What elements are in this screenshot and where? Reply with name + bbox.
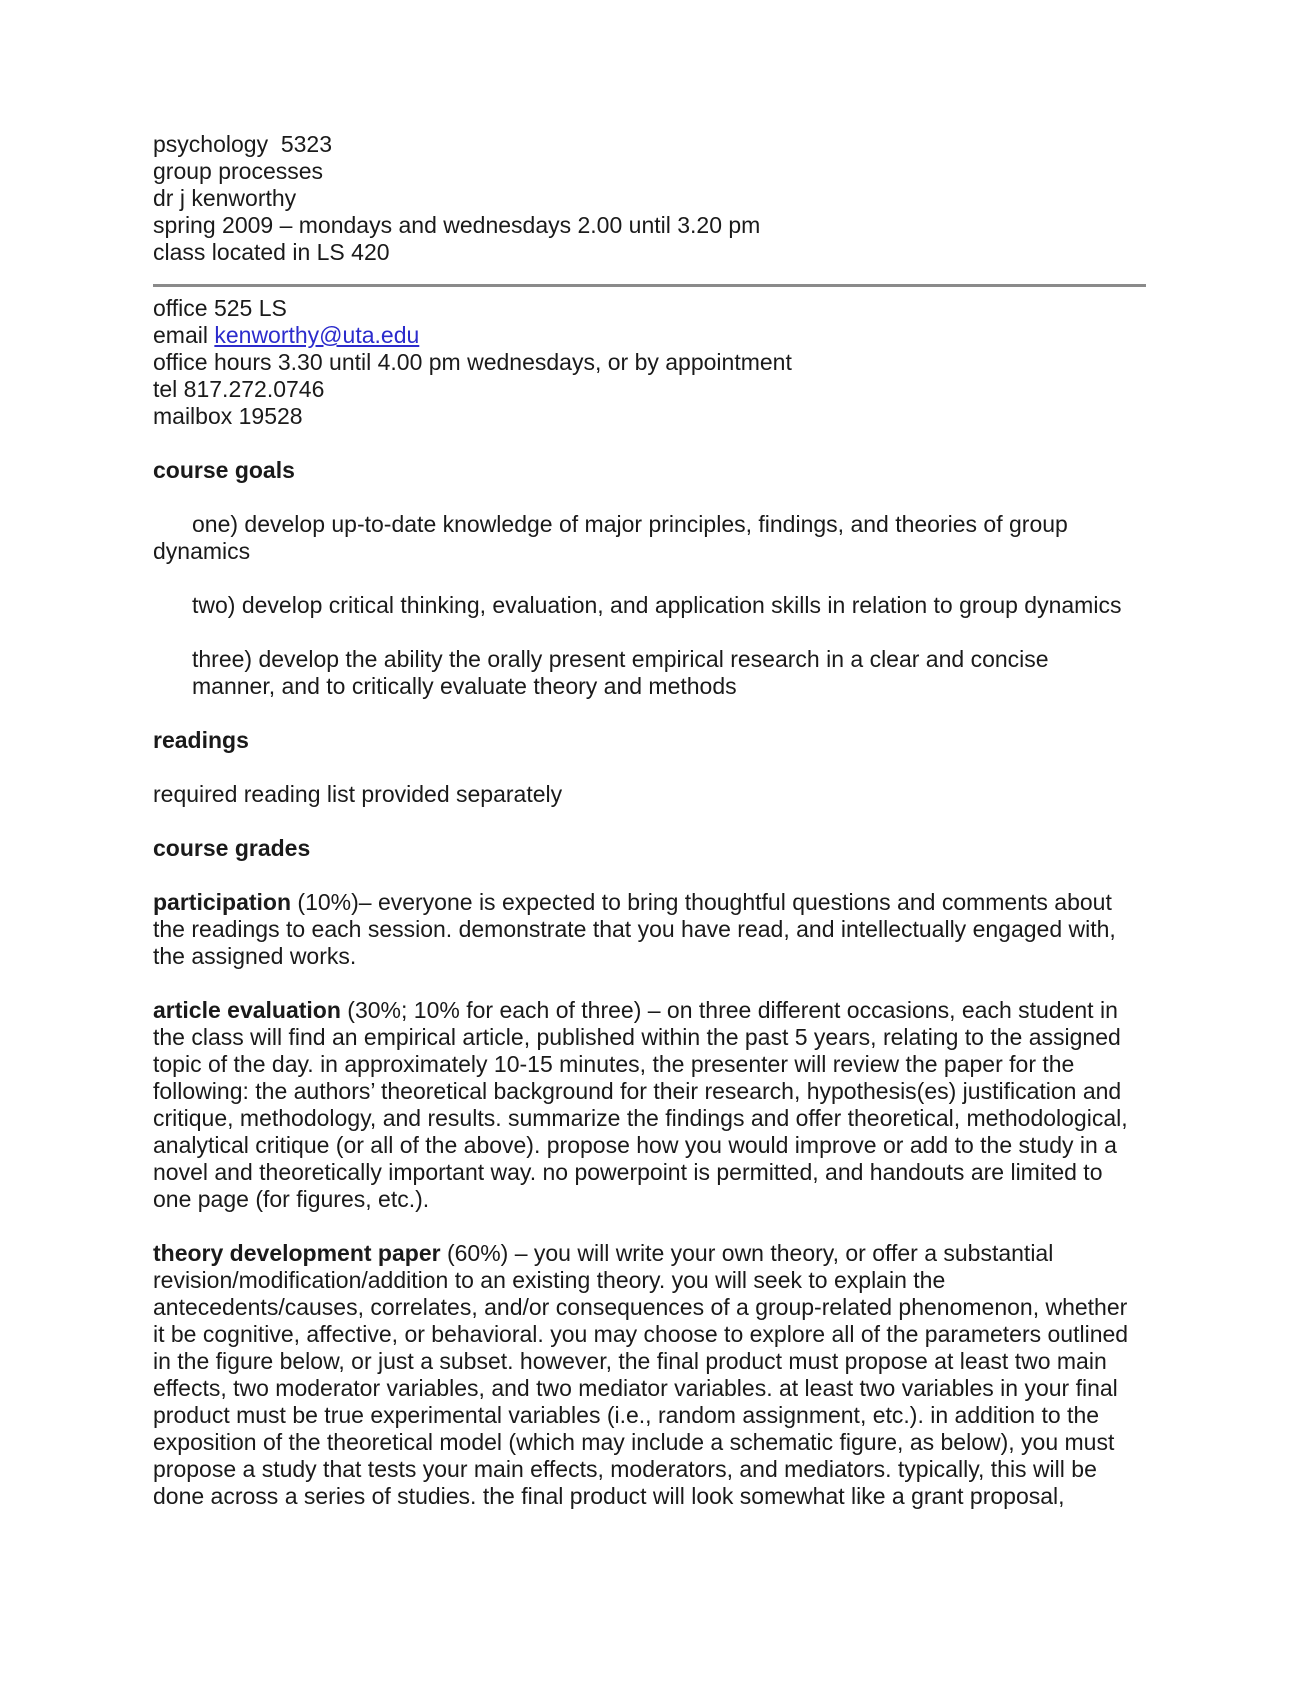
theory-line-9: propose a study that tests your main effects, moderators, and mediators. typically, this will be bbox=[153, 1456, 1097, 1482]
article-line-4: following: the authors’ theoretical background for their research, hypothesis(es) justification and bbox=[153, 1078, 1122, 1104]
office-hours: office hours 3.30 until 4.00 pm wednesdays, or by appointment bbox=[153, 349, 792, 375]
readings-text: required reading list provided separately bbox=[153, 781, 563, 807]
goal-three bbox=[153, 646, 1153, 700]
spacer bbox=[153, 970, 1153, 997]
spacer bbox=[153, 754, 1153, 781]
article-evaluation-section bbox=[153, 997, 1153, 1213]
course-goals-heading: course goals bbox=[153, 457, 295, 483]
participation-line-1 bbox=[153, 889, 1153, 916]
class-schedule: spring 2009 – mondays and wednesdays 2.00 until 3.20 pm bbox=[153, 212, 761, 238]
theory-line-4: it be cognitive, affective, or behavioral. you may choose to explore all of the parameters outlined bbox=[153, 1321, 1129, 1347]
participation-line-3: the assigned works. bbox=[153, 943, 357, 969]
email-link[interactable]: kenworthy@uta.edu bbox=[214, 322, 420, 348]
theory-line-6: effects, two moderator variables, and two mediator variables. at least two variables in your final bbox=[153, 1375, 1118, 1401]
theory-line-2: revision/modification/addition to an existing theory. you will seek to explain the bbox=[153, 1267, 946, 1293]
theory-text-1: (60%) – you will write your own theory, or offer a substantial bbox=[440, 1240, 1054, 1266]
goal-one-line-1: one) develop up-to-date knowledge of major principles, findings, and theories of group bbox=[192, 511, 1068, 537]
email-label: email bbox=[153, 322, 215, 348]
spacer bbox=[153, 1213, 1153, 1240]
spacer bbox=[153, 484, 1153, 511]
article-line-8: one page (for figures, etc.). bbox=[153, 1186, 430, 1212]
spacer bbox=[153, 808, 1153, 835]
participation-text-1: (10%)– everyone is expected to bring thoughtful questions and comments about bbox=[291, 889, 1112, 915]
article-text-1: (30%; 10% for each of three) – on three different occasions, each student in bbox=[340, 997, 1118, 1023]
article-line-6: analytical critique (or all of the above). propose how you would improve or add to the study in a bbox=[153, 1132, 1117, 1158]
spacer bbox=[153, 430, 1153, 457]
class-location: class located in LS 420 bbox=[153, 239, 390, 265]
theory-line-8: exposition of the theoretical model (which may include a schematic figure, as below), you must bbox=[153, 1429, 1115, 1455]
spacer bbox=[153, 862, 1153, 889]
theory-line-7: product must be true experimental variables (i.e., random assignment, etc.). in addition to the bbox=[153, 1402, 1100, 1428]
course-number: psychology 5323 bbox=[153, 131, 333, 157]
article-line-7: novel and theoretically important way. no powerpoint is permitted, and handouts are limited to bbox=[153, 1159, 1103, 1185]
email-line bbox=[153, 322, 1153, 349]
spacer bbox=[153, 700, 1153, 727]
goal-three-line-1: three) develop the ability the orally present empirical research in a clear and concise bbox=[192, 646, 1049, 672]
contact-info bbox=[153, 295, 1153, 430]
spacer bbox=[153, 565, 1153, 592]
course-grades-heading: course grades bbox=[153, 835, 311, 861]
instructor-name: dr j kenworthy bbox=[153, 185, 297, 211]
theory-line-10: done across a series of studies. the final product will look somewhat like a grant proposal, bbox=[153, 1483, 1065, 1509]
mailbox: mailbox 19528 bbox=[153, 403, 303, 429]
theory-line-3: antecedents/causes, correlates, and/or consequences of a group-related phenomenon, whether bbox=[153, 1294, 1128, 1320]
article-line-5: critique, methodology, and results. summarize the findings and offer theoretical, methodological, bbox=[153, 1105, 1128, 1131]
course-title: group processes bbox=[153, 158, 324, 184]
header-divider bbox=[153, 284, 1146, 287]
article-line-3: topic of the day. in approximately 10-15 minutes, the presenter will review the paper for the bbox=[153, 1051, 1075, 1077]
goal-one bbox=[153, 511, 1153, 565]
theory-line-5: in the figure below, or just a subset. however, the final product must propose at least two main bbox=[153, 1348, 1107, 1374]
goal-one-line-2: dynamics bbox=[153, 538, 251, 564]
goal-two: two) develop critical thinking, evaluation, and application skills in relation to group dynamics bbox=[192, 592, 1122, 618]
article-evaluation-label: article evaluation bbox=[153, 997, 341, 1023]
participation-section bbox=[153, 889, 1153, 970]
goal-three-line-2: manner, and to critically evaluate theory and methods bbox=[192, 673, 737, 699]
participation-line-2: the readings to each session. demonstrate that you have read, and intellectually engaged with, bbox=[153, 916, 1116, 942]
office-location: office 525 LS bbox=[153, 295, 287, 321]
theory-paper-label: theory development paper bbox=[153, 1240, 441, 1266]
participation-label: participation bbox=[153, 889, 292, 915]
syllabus-page bbox=[153, 131, 1153, 1510]
course-header bbox=[153, 131, 1153, 266]
spacer bbox=[153, 619, 1153, 646]
article-line-1 bbox=[153, 997, 1153, 1024]
article-line-2: the class will find an empirical article, published within the past 5 years, relating to the assigned bbox=[153, 1024, 1121, 1050]
theory-line-1 bbox=[153, 1240, 1153, 1267]
theory-paper-section bbox=[153, 1240, 1153, 1510]
telephone: tel 817.272.0746 bbox=[153, 376, 325, 402]
readings-heading: readings bbox=[153, 727, 249, 753]
